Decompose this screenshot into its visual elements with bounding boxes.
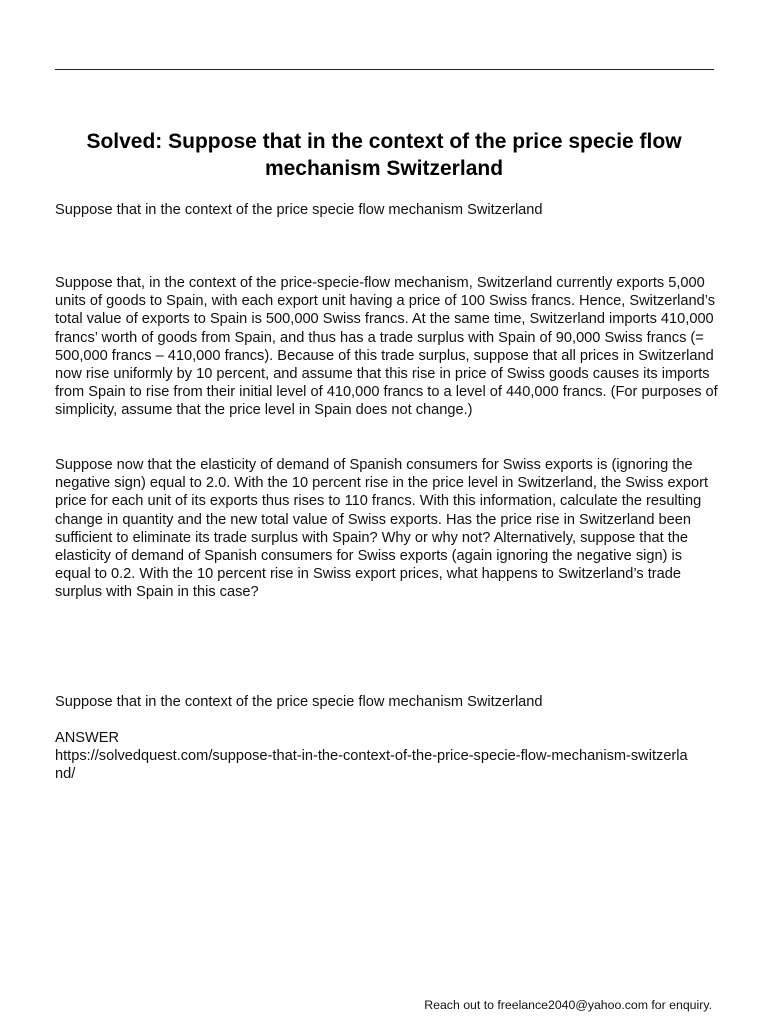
body-paragraph-2: Suppose now that the elasticity of demand of Spanish consumers for Swiss exports is (ignoring the negative sign) equal to 2.0. With the 10 percent rise in the price level in Switzerland, the Swiss export price for each unit of its exports thus rises to 110 francs. With this information, calculate the resulting change in quantity and the new total value of Swiss exports. Has the price rise in Switzerland been sufficient to eliminate its trade surplus with Spain? Why or why not? Alternatively, suppose that the elasticity of demand of Spanish consumers for Swiss exports (again ignoring the negative sign) is equal to 0.2. With the 10 percent rise in Swiss export prices, what happens to Switzerland’s trade surplus with Spain in this case? [55,457,709,601]
header-divider [55,69,714,70]
document-title: Solved: Suppose that in the context of the price specie flow mechanism Switzerland [86,130,682,180]
answer-link[interactable]: https://solvedquest.com/suppose-that-in-the-context-of-the-price-specie-flow-mechanism-switzerland/ [55,748,688,783]
footer-contact: Reach out to freelance2040@yahoo.com for enquiry. [424,998,712,1012]
answer-label: ANSWER [55,730,120,746]
body-paragraph-1: Suppose that, in the context of the price-specie-flow mechanism, Switzerland currently exports 5,000 units of goods to Spain, with each export unit having a price of 100 Swiss francs. Hence, Switzerland’s total value of exports to Spain is 500,000 Swiss francs. At the same time, Switzerland imports 410,000 francs’ worth of goods from Spain, and thus has a trade surplus with Spain of 90,000 Swiss francs (= 500,000 francs – 410,000 francs). Because of this trade surplus, suppose that all prices in Switzerland now rise uniformly by 10 percent, and assume that this rise in price of Swiss goods causes its imports from Spain to rise from their initial level of 410,000 francs to a level of 440,000 francs. (For purposes of simplicity, assume that the price level in Spain does not change.) [55,275,718,419]
document-subtitle: Suppose that in the context of the price specie flow mechanism Switzerland [55,202,543,218]
repeated-title: Suppose that in the context of the price specie flow mechanism Switzerland [55,694,543,710]
